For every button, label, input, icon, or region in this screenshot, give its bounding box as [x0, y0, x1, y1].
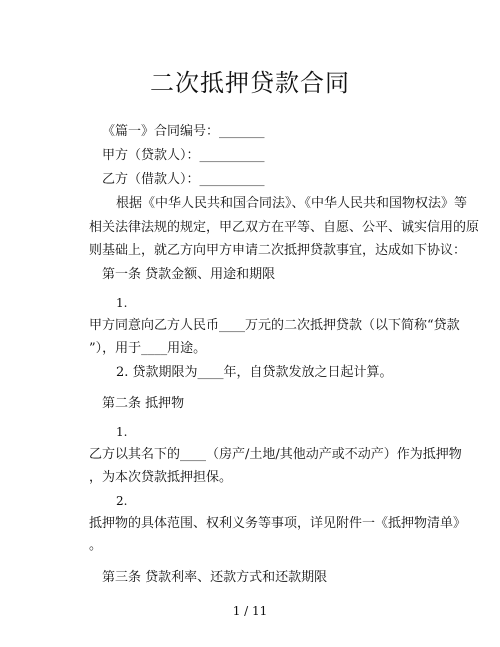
intro-line: 根据《中华人民共和国合同法》、《中华人民共和国物权法》等: [116, 196, 468, 211]
article-2-item-2-line: 。: [89, 538, 103, 553]
article-2-item-2-number: 2.: [116, 494, 128, 508]
article-2-item-1-line: ，为本次贷款抵押担保。: [89, 470, 233, 485]
contract-number: 《篇一》合同编号：_______: [102, 124, 265, 139]
article-1-heading: 第一条 贷款金额、用途和期限: [102, 267, 276, 282]
article-1-item-1-line: ”），用于____用途。: [89, 341, 207, 356]
article-2-item-2-line: 抵押物的具体范围、权利义务等事项，详见附件一《抵押物清单》: [89, 516, 467, 531]
page-number: 1 / 11: [232, 604, 268, 618]
article-1-item-1-line: 甲方同意向乙方人民币____万元的二次抵押贷款（以下简称“贷款: [89, 318, 460, 333]
intro-line: 相关法律法规的规定，甲乙双方在平等、自愿、公平、诚实信用的原: [89, 220, 480, 235]
article-2-item-1-line: 乙方以其名下的____（房产/土地/其他动产或不动产）作为抵押物: [89, 447, 462, 462]
document-title: 二次抵押贷款合同: [150, 69, 350, 97]
article-3-heading: 第三条 贷款利率、还款方式和还款期限: [102, 570, 328, 585]
intro-line: 则基础上，就乙方向甲方申请二次抵押贷款事宜，达成如下协议：: [89, 243, 467, 258]
article-1-item-2: 2. 贷款期限为____年，自贷款发放之日起计算。: [116, 365, 393, 380]
article-2-item-1-number: 1.: [116, 425, 128, 439]
party-a: 甲方（贷款人）：__________: [102, 148, 265, 163]
party-b: 乙方（借款人）：__________: [102, 172, 265, 187]
article-2-heading: 第二条 抵押物: [102, 396, 185, 411]
article-1-item-1-number: 1.: [116, 296, 128, 310]
